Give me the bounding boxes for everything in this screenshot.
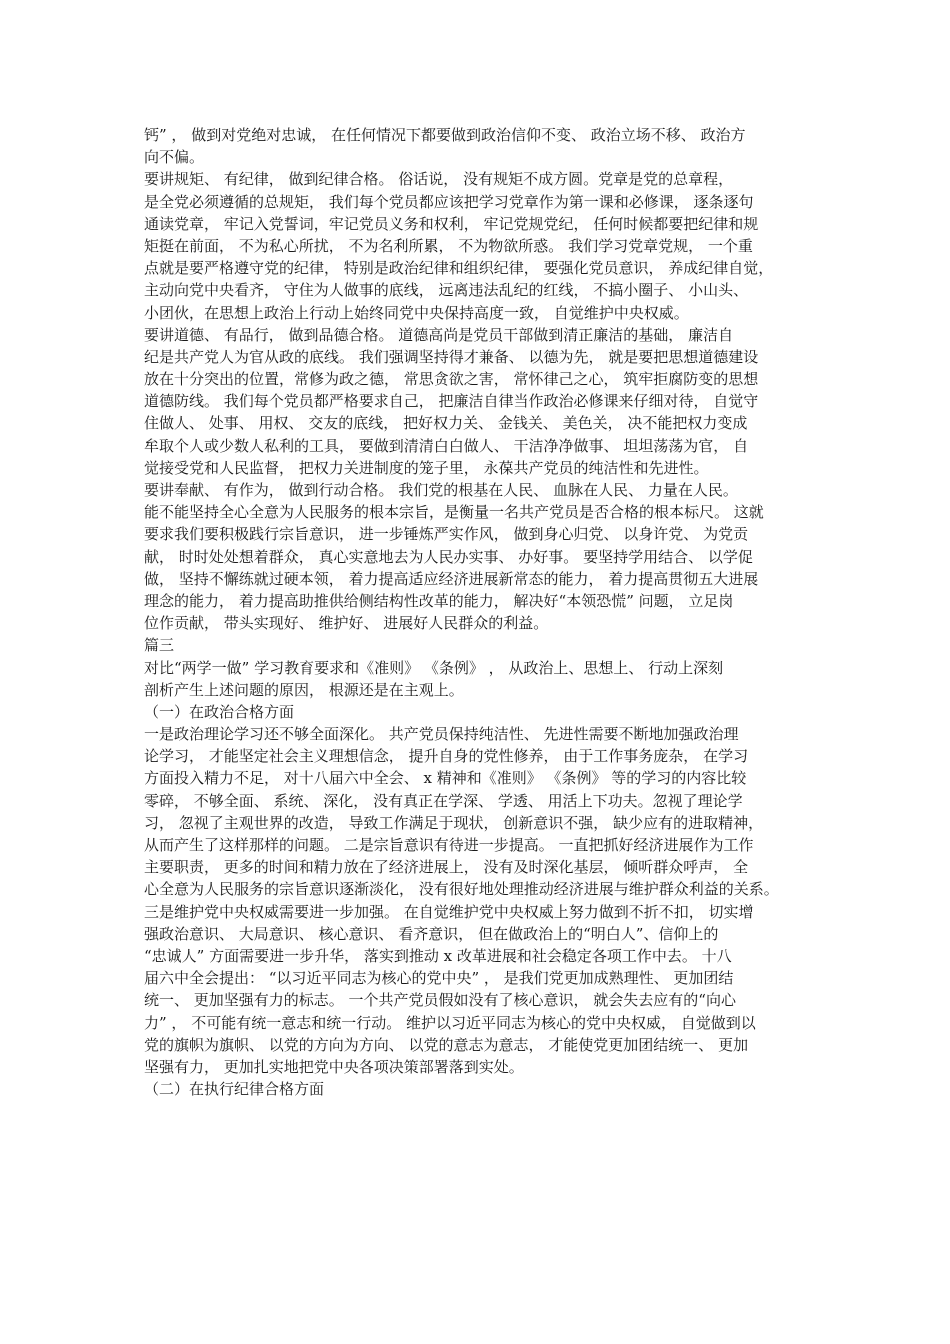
text-line: 牟取个人或少数人私利的工具， 要做到清清白白做人、 干洁净净做事、 坦坦荡荡为官， 自 <box>144 436 749 455</box>
text-line: 届六中全会提出： “以习近平同志为核心的党中央” ， 是我们党更加成熟理性、 更加团结 <box>144 969 734 988</box>
text-line: 点就是要严格遵守党的纪律， 特别是政治纪律和组织纪律， 要强化党员意识， 养成纪律自觉， <box>144 259 774 278</box>
text-line: 方面投入精力不足， 对十八届六中全会、 x 精神和《准则》 《条例》 等的学习的内容比较 <box>144 769 747 788</box>
text-line: 剖析产生上述问题的原因， 根源还是在主观上。 <box>144 680 464 699</box>
text-line: 通读党章， 牢记入党誓词，牢记党员义务和权利， 牢记党规党纪， 任何时候都要把纪律和规 <box>144 214 759 233</box>
text-line: 三是维护党中央权威需要进一步加强。 在自觉维护党中央权威上努力做到不折不扣， 切实增 <box>144 902 754 921</box>
text-line: 道德防线。 我们每个党员都严格要求自己， 把廉洁自律当作政治必修课来仔细对待， 自觉守 <box>144 392 759 411</box>
text-line: 主动向党中央看齐， 守住为人做事的底线， 远离违法乱纪的红线， 不搞小圈子、 小山头、 <box>144 281 749 300</box>
text-line: 零碎， 不够全面、 系统、 深化， 没有真正在学深、 学透、 用活上下功夫。忽视了理论学 <box>144 791 743 810</box>
section-heading: 篇三 <box>144 636 175 655</box>
text-line: 做， 坚持不懈练就过硬本领， 着力提高适应经济进展新常态的能力， 着力提高贯彻五大进展 <box>144 569 759 588</box>
text-line: 住做人、 处事、 用权、 交友的底线， 把好权力关、 金钱关、 美色关， 决不能把权力变成 <box>144 414 748 433</box>
paragraph-start-line: 对比“两学一做” 学习教育要求和《准则》 《条例》 ， 从政治上、思想上、 行动上深刻 <box>144 658 724 677</box>
text-line: 位作贡献， 带头实现好、 维护好、 进展好人民群众的利益。 <box>144 614 549 633</box>
text-line: 心全意为人民服务的宗旨意识逐渐淡化， 没有很好地处理推动经济进展与维护群众利益的关系。 <box>144 880 779 899</box>
text-line: 矩挺在前面， 不为私心所扰， 不为名利所累， 不为物欲所惑。 我们学习党章党规， 一个重 <box>144 236 753 255</box>
text-line: 习， 忽视了主观世界的改造， 导致工作满足于现状， 创新意识不强， 缺少应有的进取精神， <box>144 813 764 832</box>
text-line: 能不能坚持全心全意为人民服务的根本宗旨，是衡量一名共产党员是否合格的根本标尺。 这就 <box>144 503 764 522</box>
text-line: 献， 时时处处想着群众， 真心实意地去为人民办实事、 办好事。 要坚持学用结合、 以学促 <box>144 547 753 566</box>
paragraph-start-line: 要讲道德、 有品行， 做到品德合格。 道德高尚是党员干部做到清正廉洁的基础， 廉洁自 <box>144 325 734 344</box>
text-line: 力” ， 不可能有统一意志和统一行动。 维护以习近平同志为核心的党中央权威， 自觉做到以 <box>144 1013 756 1032</box>
paragraph-start-line: 一是政治理论学习还不够全面深化。 共产党员保持纯洁性、 先进性需要不断地加强政治理 <box>144 725 739 744</box>
text-line: 钙” ， 做到对党绝对忠诚， 在任何情况下都要做到政治信仰不变、 政治立场不移、 政治方 <box>144 126 746 144</box>
text-line: 向不偏。 <box>144 148 205 167</box>
paragraph-start-line: 要讲规矩、 有纪律， 做到纪律合格。 俗话说， 没有规矩不成方圆。党章是党的总章程， <box>144 170 734 189</box>
text-line: 要求我们要积极践行宗旨意识， 进一步锤炼严实作风， 做到身心归党、 以身许党、 为党贡 <box>144 525 749 544</box>
text-line: 统一、 更加坚强有力的标志。 一个共产党员假如没有了核心意识， 就会失去应有的“向心 <box>144 991 736 1010</box>
text-line: 觉接受党和人民监督， 把权力关进制度的笼子里， 永葆共产党员的纯洁性和先进性。 <box>144 458 709 477</box>
text-line: 主要职责， 更多的时间和精力放在了经济进展上， 没有及时深化基层， 倾听群众呼声， 全 <box>144 858 749 877</box>
subsection-heading: （二）在执行纪律合格方面 <box>144 1080 325 1099</box>
text-line: 党的旗帜为旗帜、 以党的方向为方向、 以党的意志为意志， 才能使党更加团结统一、 更加 <box>144 1035 749 1054</box>
text-line: “忠诚人” 方面需要进一步升华， 落实到推动 x 改革进展和社会稳定各项工作中去。 十八 <box>144 946 732 965</box>
text-line: 坚强有力， 更加扎实地把党中央各项决策部署落到实处。 <box>144 1057 524 1076</box>
text-line: 从而产生了这样那样的问题。 二是宗旨意识有待进一步提高。 一直把抓好经济进展作为工作 <box>144 836 754 854</box>
text-line: 强政治意识、 大局意识、 核心意识、 看齐意识， 但在做政治上的“明白人”、信仰上的 <box>144 924 719 943</box>
text-line: 是全党必须遵循的总规矩， 我们每个党员都应该把学习党章作为第一课和必修课， 逐条逐句 <box>144 192 754 211</box>
text-line: 纪是共产党人为官从政的底线。 我们强调坚持得才兼备、 以德为先， 就是要把思想道德建设 <box>144 347 759 366</box>
text-line: 小团伙，在思想上政治上行动上始终同党中央保持高度一致， 自觉维护中央权威。 <box>144 303 689 322</box>
paragraph-start-line: 要讲奉献、 有作为， 做到行动合格。 我们党的根基在人民、 血脉在人民、 力量在人民。 <box>144 481 738 499</box>
document-body <box>144 124 844 1100</box>
text-line: 论学习， 才能坚定社会主义理想信念， 提升自身的党性修养， 由于工作事务庞杂， 在学习 <box>144 747 749 766</box>
text-line: 放在十分突出的位置，常修为政之德， 常思贪欲之害， 常怀律己之心， 筑牢拒腐防变的思想 <box>144 370 759 389</box>
text-line: 理念的能力， 着力提高助推供给侧结构性改革的能力， 解决好“本领恐慌” 问题， 立足岗 <box>144 591 734 610</box>
subsection-heading: （一）在政治合格方面 <box>144 702 295 721</box>
